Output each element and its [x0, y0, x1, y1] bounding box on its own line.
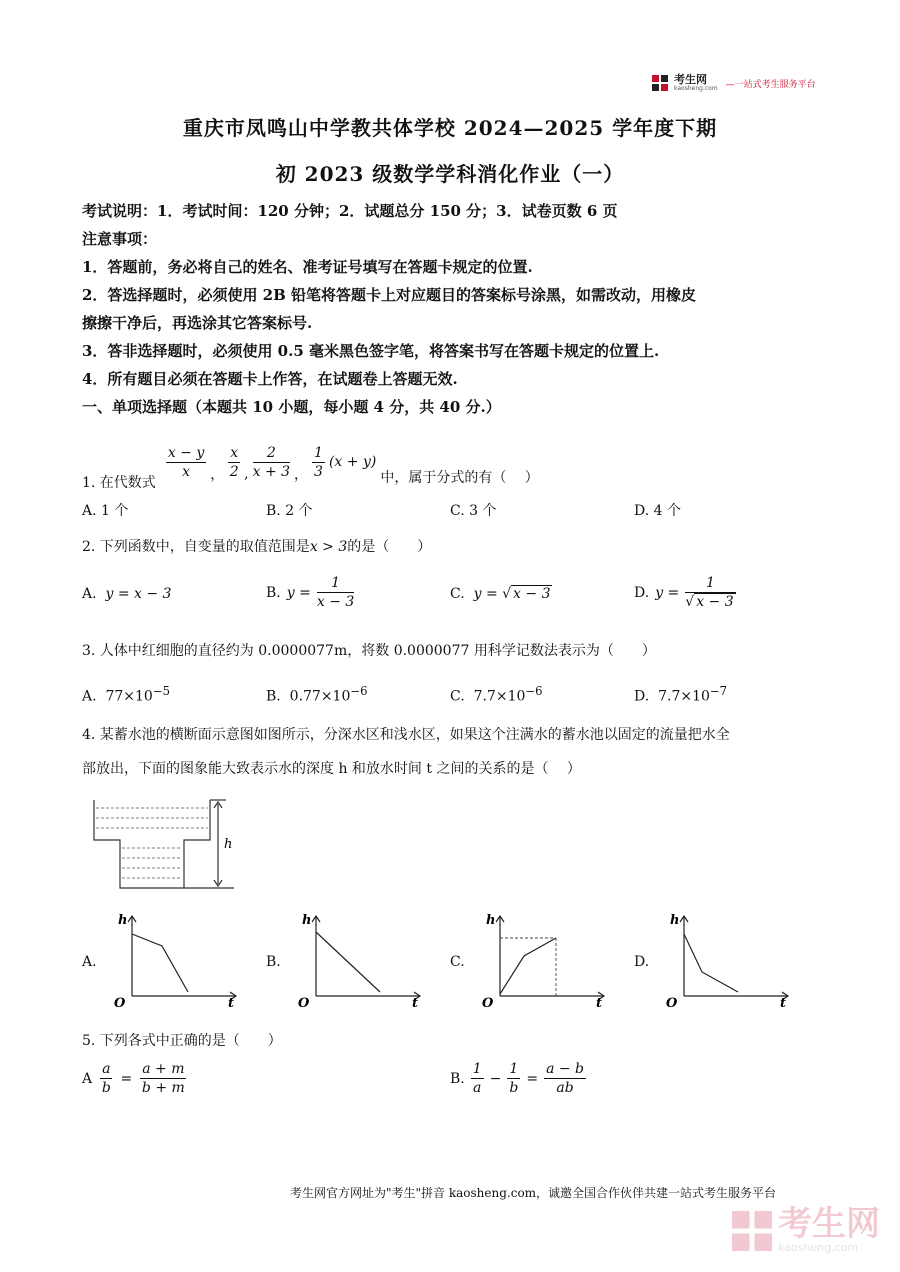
q5-b-n1: 1	[472, 1061, 482, 1077]
notice-1: 1．答题前，务必将自己的姓名、准考证号填写在答题卡规定的位置.	[82, 258, 533, 276]
q5-option-a	[82, 1060, 186, 1097]
q4-graph-b	[296, 908, 426, 1008]
q1-comma: ，	[294, 467, 309, 483]
q2-d-label: D.	[634, 584, 650, 601]
pool-h-label: h	[224, 837, 233, 852]
q3-option-a	[82, 684, 170, 705]
graph-b-h: h	[302, 913, 312, 928]
q1-suffix: 中，属于分式的有（ ）	[380, 470, 539, 486]
graph-b-o: O	[298, 996, 310, 1008]
q3-c-label: C.	[450, 688, 465, 705]
q3-a-base: 77×10	[105, 688, 153, 705]
q5-b-d1: a	[473, 1080, 482, 1096]
q1-f3-num: 2	[253, 444, 290, 463]
graph-c-t: t	[596, 996, 603, 1008]
q3-d-exp: −7	[709, 684, 728, 698]
watermark-name: 考生网	[778, 1204, 880, 1244]
q2-d-lhs: y =	[655, 584, 680, 601]
q2-b-den: x − 3	[316, 594, 355, 610]
notice-heading: 注意事项：	[82, 230, 158, 248]
q5-b-equals: =	[526, 1070, 539, 1087]
q1-f4-num: 1	[314, 444, 323, 461]
q2-stem-post: 的是（ ）	[347, 539, 432, 555]
q2-d-fraction	[685, 574, 735, 611]
q4-graph-a	[112, 908, 242, 1008]
q2-b-num: 1	[317, 574, 354, 593]
graph-c-h: h	[486, 913, 496, 928]
question-4-line2: 部放出，下面的图象能大致表示水的深度 h 和放水时间 t 之间的关系的是（ ）	[82, 761, 581, 777]
notice-2b: 擦擦干净后，再选涂其它答案标号.	[82, 314, 313, 332]
q2-stem-math: x > 3	[309, 539, 348, 555]
q1-option-c: C. 3 个	[450, 503, 497, 519]
q1-fraction-3	[253, 444, 290, 481]
q1-comma: ，	[210, 467, 225, 483]
graph-d-o: O	[666, 996, 678, 1008]
question-5-stem: 5. 下列各式中正确的是（ ）	[82, 1033, 282, 1049]
q4-option-b-label: B.	[266, 954, 281, 970]
graph-b-t: t	[412, 996, 419, 1008]
q4-option-c-label: C.	[450, 954, 465, 970]
q1-f1-num: x − y	[167, 444, 205, 461]
q5-a-label: A	[82, 1070, 93, 1087]
q5-b-minus: −	[489, 1070, 502, 1087]
graph-a-o: O	[114, 996, 126, 1008]
q1-f1-den: x	[182, 463, 190, 480]
q2-option-a	[82, 586, 171, 602]
graph-d-h: h	[670, 913, 680, 928]
question-2-stem	[82, 536, 431, 556]
page-title-line2: 初 2023 级数学学科消化作业（一）	[275, 162, 625, 186]
q2-b-fraction	[317, 574, 354, 611]
q5-b-fraction-2	[507, 1060, 520, 1097]
q1-f2-den: 2	[229, 463, 239, 480]
q5-a-equals: =	[120, 1070, 133, 1087]
q2-d-radicand: x − 3	[696, 594, 734, 610]
footer-text: 考生网官方网址为"考生"拼音 kaosheng.com，诚邀全国合作伙伴共建一站式考生服务平台	[290, 1186, 777, 1200]
page-title-line1: 重庆市凤鸣山中学教共体学校 2024—2025 学年度下期	[182, 116, 718, 140]
watermark-domain: kaosheng.com	[778, 1241, 859, 1254]
q5-b-fraction-1	[471, 1060, 484, 1097]
watermark-logo-icon	[732, 1211, 772, 1251]
q2-a-label: A.	[82, 586, 97, 602]
q5-a-right-fraction	[140, 1060, 186, 1097]
q3-d-label: D.	[634, 688, 650, 705]
q2-b-lhs: y =	[286, 584, 311, 601]
section-1-heading: 一、单项选择题（本题共 10 小题，每小题 4 分，共 40 分.）	[82, 398, 501, 416]
watermark	[732, 1204, 880, 1254]
q2-option-d	[634, 574, 736, 611]
q5-a-left-fraction	[100, 1060, 112, 1097]
q5-a-ld: b	[101, 1080, 111, 1096]
q3-d-base: 7.7×10	[658, 688, 710, 705]
q3-a-exp: −5	[152, 684, 171, 698]
q1-option-a: A. 1 个	[82, 503, 129, 519]
q4-graph-c	[480, 908, 610, 1008]
pool-cross-section-diagram	[86, 796, 246, 892]
q5-a-rd: b + m	[141, 1080, 185, 1096]
q2-option-c: C. y = √ x − 3	[450, 586, 551, 602]
q1-comma: ,	[244, 466, 249, 482]
q2-c-lhs: y =	[473, 586, 498, 602]
q2-c-radicand: x − 3	[513, 586, 551, 602]
notice-2a: 2．答选择题时，必须使用 2B 铅笔将答题卡上对应题目的答案标号涂黑，如需改动，用橡皮	[82, 286, 697, 304]
q4-option-a-label: A.	[82, 954, 97, 970]
q4-option-d-label: D.	[634, 954, 650, 970]
graph-d-t: t	[780, 996, 787, 1008]
q1-option-d: D. 4 个	[634, 503, 681, 519]
brand-slogan: —一站式考生服务平台	[725, 79, 816, 90]
q1-prefix: 1. 在代数式	[82, 475, 156, 491]
q2-stem-pre: 2. 下列函数中，自变量的取值范围是	[82, 539, 310, 555]
exam-info: 考试说明：1．考试时间：120 分钟；2．试题总分 150 分；3．试卷页数 6 页	[82, 202, 618, 220]
q1-fraction-4	[312, 444, 325, 481]
q2-option-b	[266, 574, 354, 611]
question-1-stem	[82, 432, 539, 492]
q1-fraction-2	[228, 444, 240, 481]
brand-header	[652, 72, 816, 94]
kaosheng-logo-icon	[652, 75, 668, 91]
q4-graph-d	[664, 908, 794, 1008]
graph-a-t: t	[228, 996, 235, 1008]
q2-d-den: √ x − 3	[685, 594, 734, 610]
q1-f3-den: x + 3	[252, 463, 291, 480]
q1-f4-den: 3	[314, 463, 323, 480]
brand-name: 考生网	[674, 73, 707, 86]
q5-b-label: B.	[450, 1070, 465, 1087]
q5-b-rn: a − b	[546, 1061, 585, 1077]
q2-a-expr: y = x − 3	[105, 586, 172, 602]
q5-b-right-fraction	[544, 1060, 586, 1097]
q1-option-b: B. 2 个	[266, 503, 313, 519]
q3-a-label: A.	[82, 688, 97, 705]
brand-domain: kaosheng.com	[674, 85, 718, 92]
question-3-stem: 3. 人体中红细胞的直径约为 0.0000077m，将数 0.0000077 用科学记数法表示为（ ）	[82, 643, 656, 659]
q3-b-exp: −6	[350, 684, 368, 698]
q1-fraction-1	[166, 444, 206, 481]
q3-option-d	[634, 684, 727, 705]
notice-3: 3．答非选择题时，必须使用 0.5 毫米黑色签字笔，将答案书写在答题卡规定的位置上.	[82, 342, 660, 360]
notice-4: 4．所有题目必须在答题卡上作答，在试题卷上答题无效.	[82, 370, 458, 388]
q5-b-n2: 1	[509, 1061, 519, 1077]
q3-b-base: 0.77×10	[289, 688, 351, 705]
graph-a-h: h	[118, 913, 128, 928]
brand-slogan-text: 一站式考生服务平台	[734, 79, 816, 90]
q2-d-num: 1	[685, 574, 735, 593]
watermark-text-block	[778, 1204, 880, 1254]
q5-a-ln: a	[102, 1061, 111, 1077]
graph-c-o: O	[482, 996, 494, 1008]
q2-b-label: B.	[266, 584, 281, 601]
q3-option-c	[450, 684, 543, 705]
q3-b-label: B.	[266, 688, 281, 705]
q1-f4-tail: (x + y)	[328, 454, 377, 470]
q5-b-d2: b	[509, 1080, 519, 1096]
q3-option-b	[266, 684, 368, 705]
q1-f2-num: x	[230, 444, 239, 461]
q5-b-rd: ab	[556, 1080, 574, 1096]
q3-c-base: 7.7×10	[473, 688, 526, 705]
q3-c-exp: −6	[525, 684, 543, 698]
brand-text	[674, 74, 718, 92]
q2-c-label: C.	[450, 586, 465, 602]
question-4-line1: 4. 某蓄水池的横断面示意图如图所示，分深水区和浅水区，如果这个注满水的蓄水池以固定的流量把水全	[82, 727, 730, 743]
q5-option-b	[450, 1060, 586, 1097]
q5-a-rn: a + m	[142, 1061, 185, 1077]
